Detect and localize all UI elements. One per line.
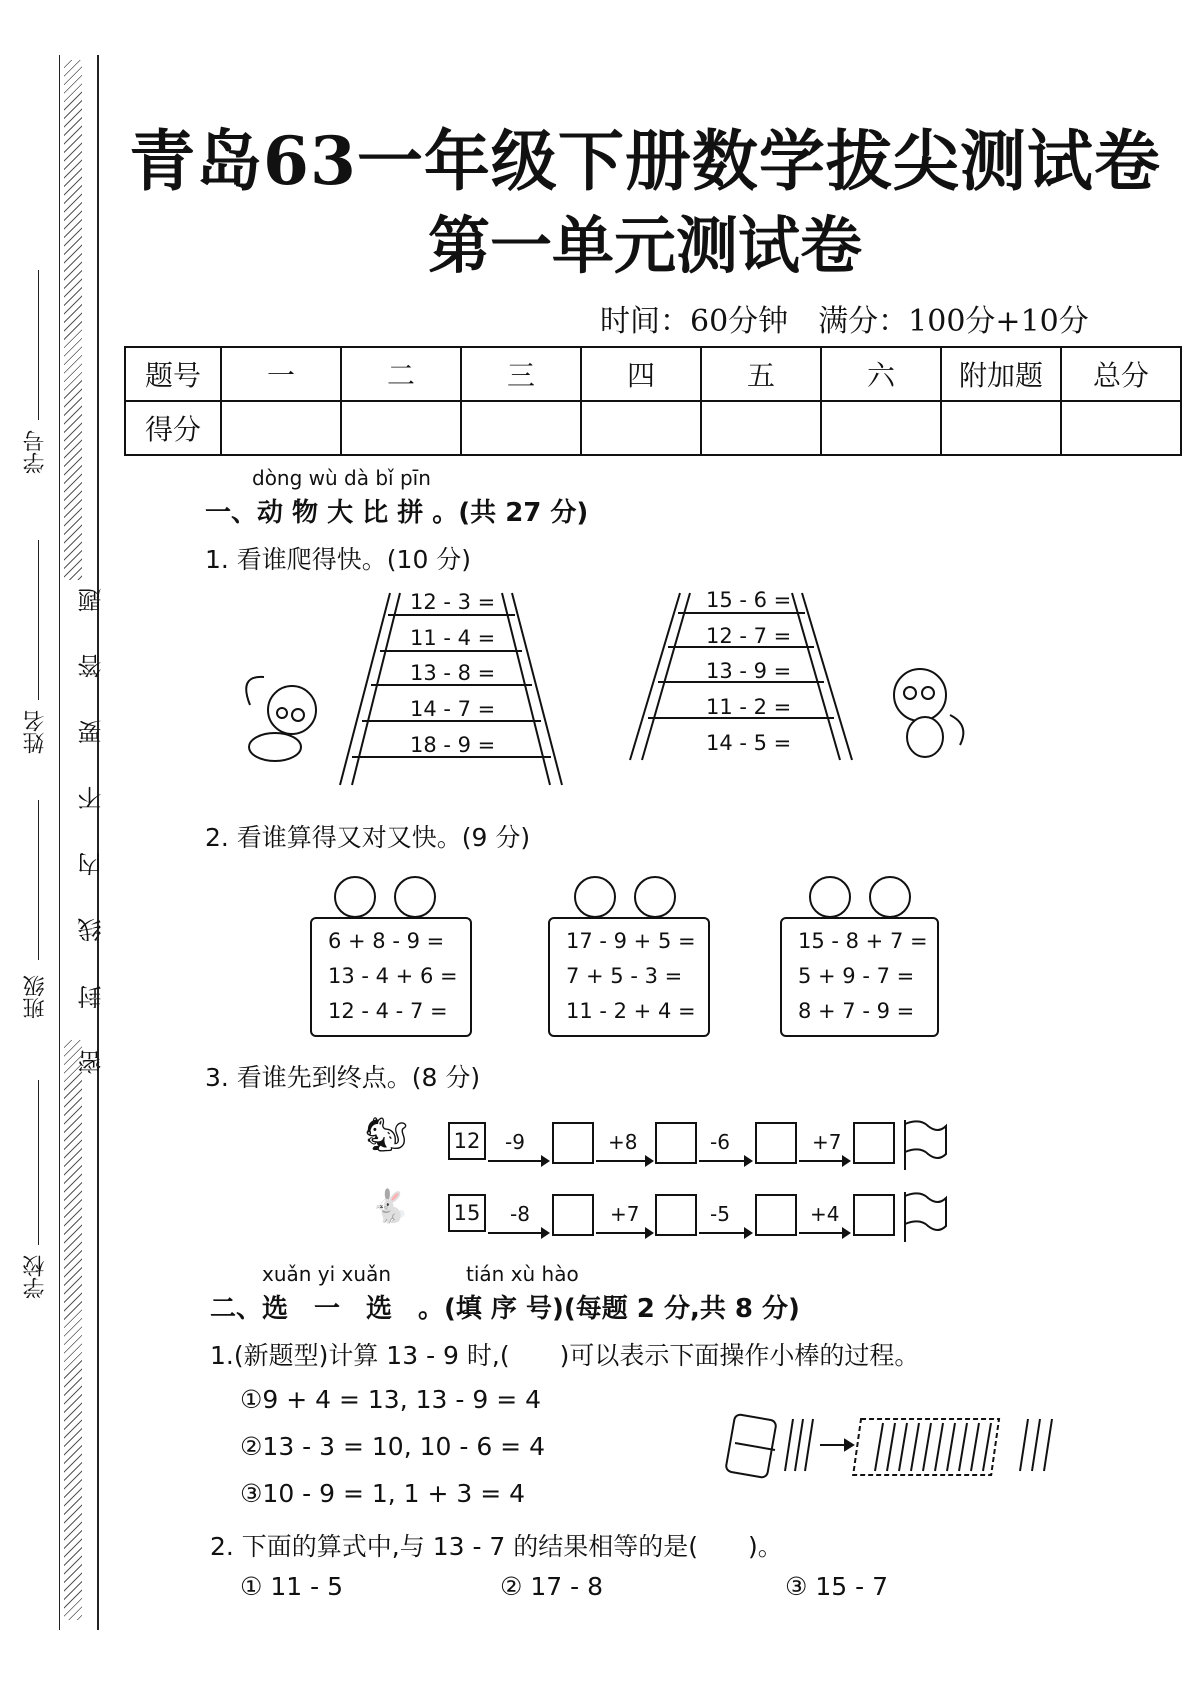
name-label: 姓名 bbox=[23, 710, 48, 754]
answer-box[interactable] bbox=[755, 1122, 797, 1164]
binding-margin bbox=[0, 0, 105, 1682]
stick-bundle-icon bbox=[725, 1414, 776, 1478]
score-table-header-row bbox=[125, 347, 1181, 401]
name-line bbox=[38, 540, 39, 700]
s2-q2-option[interactable]: ① 11 - 5 bbox=[240, 1572, 343, 1601]
score-row-label: 得分 bbox=[125, 401, 221, 455]
s2-q2-option[interactable]: ② 17 - 8 bbox=[500, 1572, 603, 1601]
table-header-cell: 六 bbox=[821, 347, 941, 401]
ladder-right-eq[interactable]: 12 - 7 = bbox=[706, 624, 792, 648]
chain1-op: +8 bbox=[608, 1130, 638, 1154]
chain1-op: -9 bbox=[505, 1130, 525, 1154]
score-table bbox=[124, 346, 1182, 456]
seal-char: 不 bbox=[78, 786, 106, 810]
calc-box-3 bbox=[780, 917, 939, 1037]
score-cell[interactable] bbox=[581, 401, 701, 455]
answer-box[interactable] bbox=[755, 1194, 797, 1236]
calc-eq[interactable]: 13 - 4 + 6 = bbox=[328, 964, 458, 988]
answer-box[interactable] bbox=[552, 1122, 594, 1164]
calc-box-1 bbox=[310, 917, 472, 1037]
ladders-illustration bbox=[230, 585, 990, 800]
score-cell[interactable] bbox=[701, 401, 821, 455]
score-cell[interactable] bbox=[941, 401, 1061, 455]
q3-title: 3. 看谁先到终点。(8 分) bbox=[205, 1063, 481, 1092]
seal-char: 密 bbox=[78, 1050, 106, 1074]
sticks-illustration bbox=[725, 1405, 1075, 1485]
chain2-op: -8 bbox=[510, 1202, 530, 1226]
table-header-cell: 四 bbox=[581, 347, 701, 401]
s2-q2-option[interactable]: ③ 15 - 7 bbox=[785, 1572, 888, 1601]
calc-box-2 bbox=[548, 917, 710, 1037]
s2-q1-option[interactable]: ①9 + 4 = 13, 13 - 9 = 4 bbox=[240, 1385, 541, 1414]
answer-box[interactable] bbox=[853, 1122, 895, 1164]
ladder-left-eq[interactable]: 18 - 9 = bbox=[410, 733, 496, 757]
score-table-row bbox=[125, 401, 1181, 455]
squirrel-icon: 🐿 bbox=[365, 1115, 409, 1155]
seal-char: 封 bbox=[78, 985, 106, 1009]
calc-eq[interactable]: 6 + 8 - 9 = bbox=[328, 929, 445, 953]
answer-box[interactable] bbox=[552, 1194, 594, 1236]
seal-char: 线 bbox=[78, 918, 106, 942]
page-title: 青岛63一年级下册数学拔尖测试卷 bbox=[129, 122, 1161, 200]
section1-pinyin: dòng wù dà bǐ pīn bbox=[252, 466, 431, 490]
table-header-cell: 五 bbox=[701, 347, 821, 401]
ladder-left-eq[interactable]: 14 - 7 = bbox=[410, 697, 496, 721]
arrow-icon bbox=[699, 1160, 751, 1162]
s2-q1-option[interactable]: ③10 - 9 = 1, 1 + 3 = 4 bbox=[240, 1479, 526, 1508]
arrow-icon bbox=[596, 1232, 652, 1234]
arrow-icon bbox=[799, 1232, 849, 1234]
student-id-line bbox=[38, 270, 39, 420]
arrow-icon bbox=[596, 1160, 652, 1162]
ladder-right-eq[interactable]: 11 - 2 = bbox=[706, 695, 792, 719]
chain1-start: 12 bbox=[448, 1122, 486, 1160]
calc-eq[interactable]: 7 + 5 - 3 = bbox=[566, 964, 683, 988]
answer-box[interactable] bbox=[655, 1194, 697, 1236]
monkey-left-icon bbox=[246, 677, 316, 761]
time-score-info: 时间：60分钟 满分：100分+10分 bbox=[600, 304, 1089, 339]
score-cell[interactable] bbox=[461, 401, 581, 455]
sticks-icon bbox=[785, 1419, 813, 1471]
section2-pinyin-left: xuǎn yi xuǎn bbox=[262, 1262, 391, 1286]
chain2-op: +4 bbox=[810, 1202, 840, 1226]
seal-char: 要 bbox=[78, 720, 106, 744]
arrow-icon bbox=[820, 1440, 853, 1450]
school-label: 学校 bbox=[23, 1255, 48, 1299]
flag-icon bbox=[900, 1118, 950, 1173]
ladder-left-eq[interactable]: 12 - 3 = bbox=[410, 590, 496, 614]
margin-rule-outer bbox=[59, 55, 60, 1630]
seal-char: 答 bbox=[78, 654, 106, 678]
ladder-right-eq[interactable]: 14 - 5 = bbox=[706, 731, 792, 755]
arrow-icon bbox=[799, 1160, 849, 1162]
margin-hatch-bottom bbox=[64, 1040, 82, 1620]
calc-eq[interactable]: 17 - 9 + 5 = bbox=[566, 929, 696, 953]
student-id-label: 学号 bbox=[23, 430, 48, 474]
table-header-cell: 附加题 bbox=[941, 347, 1061, 401]
score-cell[interactable] bbox=[1061, 401, 1181, 455]
calc-eq[interactable]: 11 - 2 + 4 = bbox=[566, 999, 696, 1023]
chain1-op: -6 bbox=[710, 1130, 730, 1154]
section1-title: 一、动 物 大 比 拼 。(共 27 分) bbox=[205, 498, 589, 528]
table-header-cell: 总分 bbox=[1061, 347, 1181, 401]
page-subtitle: 第一单元测试卷 bbox=[427, 209, 862, 282]
ladder-right-eq[interactable]: 13 - 9 = bbox=[706, 659, 792, 683]
calc-eq[interactable]: 5 + 9 - 7 = bbox=[798, 964, 915, 988]
chain2-op: +7 bbox=[610, 1202, 640, 1226]
ladder-left-eq[interactable]: 13 - 8 = bbox=[410, 661, 496, 685]
chain1-op: +7 bbox=[812, 1130, 842, 1154]
arrow-icon bbox=[488, 1160, 548, 1162]
flag-icon bbox=[900, 1190, 950, 1245]
chain2-start: 15 bbox=[448, 1194, 486, 1232]
rabbit-icon: 🐇 bbox=[370, 1187, 410, 1225]
answer-box[interactable] bbox=[655, 1122, 697, 1164]
calc-eq[interactable]: 12 - 4 - 7 = bbox=[328, 999, 448, 1023]
s2-q1-title: 1.(新题型)计算 13 - 9 时,( )可以表示下面操作小棒的过程。 bbox=[210, 1341, 920, 1370]
chain2-op: -5 bbox=[710, 1202, 730, 1226]
table-header-cell: 题号 bbox=[125, 347, 221, 401]
arrow-icon bbox=[488, 1232, 548, 1234]
s2-q1-option[interactable]: ②13 - 3 = 10, 10 - 6 = 4 bbox=[240, 1432, 545, 1461]
loose-sticks-icon bbox=[875, 1419, 1052, 1471]
section2-pinyin-right: tián xù hào bbox=[466, 1262, 579, 1286]
ladder-left-eq[interactable]: 11 - 4 = bbox=[410, 626, 496, 650]
seal-char: 内 bbox=[78, 852, 106, 876]
score-cell[interactable] bbox=[341, 401, 461, 455]
animal-faces bbox=[320, 872, 940, 922]
section2-title: 二、选 一 选 。(填 序 号)(每题 2 分,共 8 分) bbox=[210, 1294, 800, 1324]
score-cell[interactable] bbox=[221, 401, 341, 455]
margin-rule-inner bbox=[97, 55, 99, 1630]
ladder-right-eq[interactable]: 15 - 6 = bbox=[706, 588, 792, 612]
answer-box[interactable] bbox=[853, 1194, 895, 1236]
score-cell[interactable] bbox=[821, 401, 941, 455]
calc-eq[interactable]: 8 + 7 - 9 = bbox=[798, 999, 915, 1023]
table-header-cell: 三 bbox=[461, 347, 581, 401]
tiger-face-icon bbox=[335, 877, 910, 917]
arrow-icon bbox=[699, 1232, 751, 1234]
calc-eq[interactable]: 15 - 8 + 7 = bbox=[798, 929, 928, 953]
margin-hatch-top bbox=[64, 60, 82, 580]
table-header-cell: 二 bbox=[341, 347, 461, 401]
school-line bbox=[38, 1080, 39, 1245]
s2-q2-title: 2. 下面的算式中,与 13 - 7 的结果相等的是( )。 bbox=[210, 1532, 783, 1561]
q1-title: 1. 看谁爬得快。(10 分) bbox=[205, 545, 472, 574]
table-header-cell: 一 bbox=[221, 347, 341, 401]
seal-char: 题 bbox=[78, 588, 106, 612]
monkey-right-icon bbox=[894, 669, 963, 757]
class-line bbox=[38, 800, 39, 960]
q2-title: 2. 看谁算得又对又快。(9 分) bbox=[205, 823, 531, 852]
class-label: 班级 bbox=[23, 975, 48, 1019]
